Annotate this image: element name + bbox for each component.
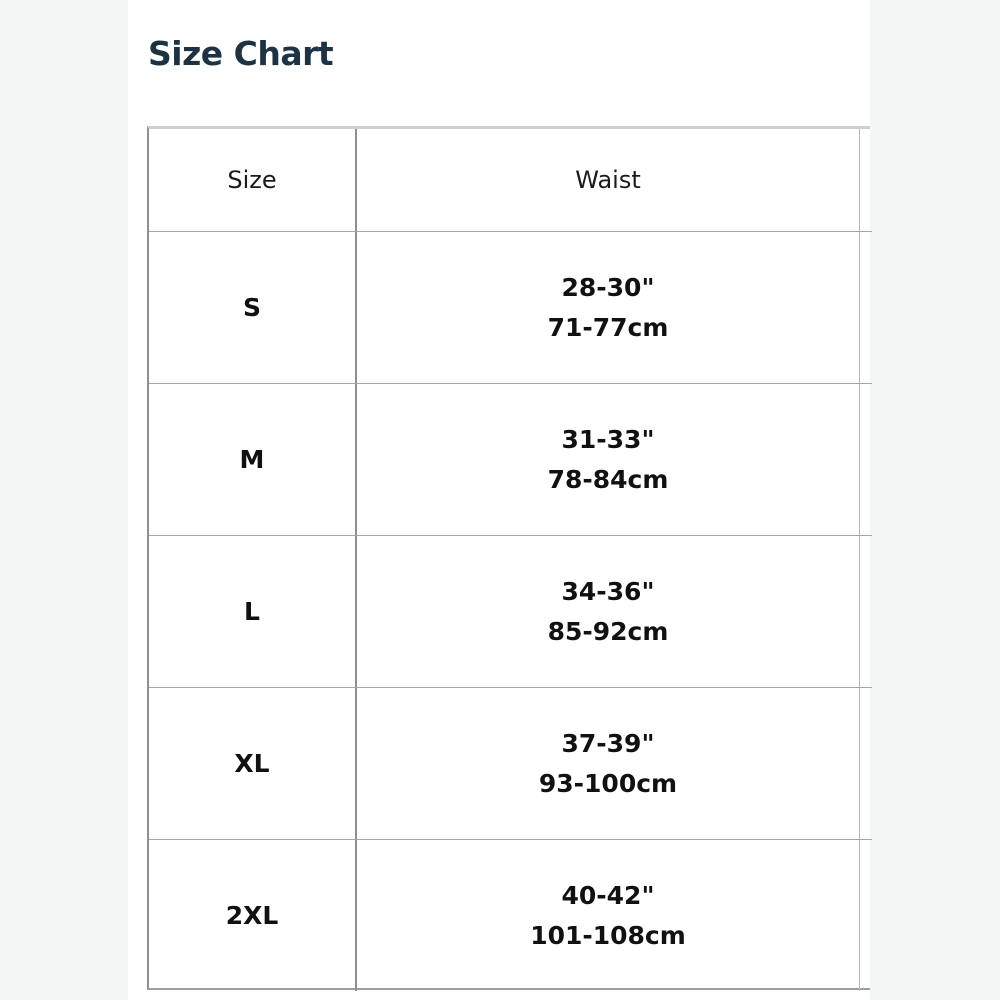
waist-centimeters: 93-100cm bbox=[538, 768, 678, 798]
waist-cell bbox=[357, 384, 860, 535]
waist-centimeters: 101-108cm bbox=[530, 920, 686, 950]
cut-off-cell bbox=[860, 840, 872, 991]
waist-cell bbox=[357, 536, 860, 687]
waist-cell bbox=[357, 840, 860, 991]
cut-off-cell bbox=[860, 232, 872, 383]
size-cell: XL bbox=[149, 688, 357, 839]
header-cut-off-column bbox=[860, 129, 872, 231]
waist-inches: 40-42" bbox=[561, 880, 655, 910]
table-row bbox=[149, 688, 872, 840]
waist-cell bbox=[357, 232, 860, 383]
header-waist: Waist bbox=[357, 129, 860, 231]
size-cell: L bbox=[149, 536, 357, 687]
waist-centimeters: 85-92cm bbox=[547, 616, 669, 646]
table-row bbox=[149, 384, 872, 536]
size-chart-table bbox=[147, 126, 870, 990]
size-cell: M bbox=[149, 384, 357, 535]
table-header-row bbox=[149, 129, 872, 232]
size-cell: 2XL bbox=[149, 840, 357, 991]
waist-inches: 28-30" bbox=[561, 272, 655, 302]
waist-inches: 31-33" bbox=[561, 424, 655, 454]
waist-centimeters: 71-77cm bbox=[547, 312, 669, 342]
table-row bbox=[149, 232, 872, 384]
waist-inches: 34-36" bbox=[561, 576, 655, 606]
table-row bbox=[149, 536, 872, 688]
table-row bbox=[149, 840, 872, 991]
cut-off-cell bbox=[860, 536, 872, 687]
cut-off-cell bbox=[860, 384, 872, 535]
size-cell: S bbox=[149, 232, 357, 383]
waist-cell bbox=[357, 688, 860, 839]
waist-inches: 37-39" bbox=[561, 728, 655, 758]
header-size: Size bbox=[149, 129, 357, 231]
cut-off-cell bbox=[860, 688, 872, 839]
page-title: Size Chart bbox=[148, 34, 334, 73]
waist-centimeters: 78-84cm bbox=[547, 464, 669, 494]
